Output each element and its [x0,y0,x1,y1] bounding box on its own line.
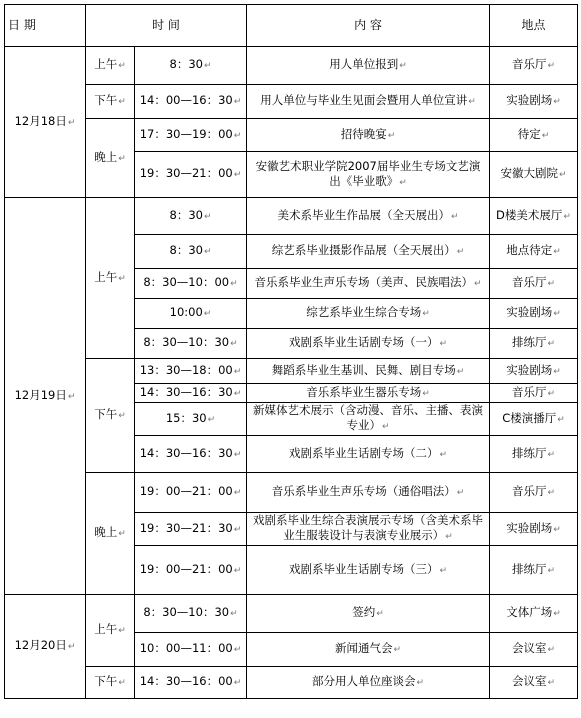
place-cell-text: 音乐厅 [511,275,547,289]
paragraph-mark-icon: ↵ [456,247,465,257]
header-place: 地点 [490,5,578,47]
paragraph-mark-icon: ↵ [118,61,126,71]
paragraph-mark-icon: ↵ [553,524,561,535]
paragraph-mark-icon: ↵ [553,97,561,107]
content-cell-text: 部分用人单位座谈会 [311,674,416,688]
place-cell [490,299,578,329]
paragraph-mark-icon: ↵ [393,645,402,655]
header-content: 内 容 [247,5,490,47]
paragraph-mark-icon: ↵ [563,211,571,222]
date-cell-text: 12月20日 [14,638,67,652]
content-cell [247,329,490,359]
content-cell-text: 舞蹈系毕业生基训、民舞、剧目专场 [271,362,456,377]
paragraph-mark-icon: ↵ [468,97,476,107]
content-cell-text: 戏剧系毕业生话剧专场（一） [288,335,439,349]
period-cell [86,359,135,473]
place-cell-text: 安徽大剧院 [500,166,558,180]
content-cell [247,595,490,633]
content-cell-text: 戏剧系毕业生话剧专场（三） [288,561,439,576]
paragraph-mark-icon: ↵ [439,339,448,349]
period-cell-text: 下午 [94,407,118,421]
time-cell [135,85,247,119]
content-cell [247,299,490,329]
content-cell-text: 招待晚宴 [340,126,387,141]
paragraph-mark-icon: ↵ [399,61,407,71]
place-cell-text: 音乐厅 [511,384,547,399]
time-cell [135,513,247,546]
content-cell [247,119,490,152]
time-cell [135,198,247,235]
place-cell-text: 排练厅 [511,335,547,349]
schedule-row [5,359,578,384]
header-date: 日 期 [5,5,86,47]
place-cell-text: 待定 [517,126,541,141]
place-cell [490,513,578,546]
period-cell [86,595,135,667]
place-cell-text: C楼演播厅 [502,410,557,425]
paragraph-mark-icon: ↵ [233,97,242,107]
period-cell-text: 下午 [94,674,118,688]
schedule-row [5,473,578,513]
time-cell-text: 8：30—10：00 [143,275,230,289]
place-cell-text: 实验剧场 [506,93,553,107]
place-cell [490,667,578,699]
content-cell [247,47,490,85]
place-cell-text: 文体广场 [506,605,553,619]
place-cell [490,152,578,198]
paragraph-mark-icon: ↵ [233,388,242,399]
header-time: 时 间 [86,5,247,47]
content-cell [247,269,490,299]
content-cell [247,436,490,473]
time-cell-text: 19：30—21：30 [139,520,233,535]
paragraph-mark-icon: ↵ [547,339,556,349]
place-cell [490,546,578,595]
time-cell-text: 15：30 [165,410,207,425]
time-cell [135,633,247,667]
paragraph-mark-icon: ↵ [399,177,407,188]
period-cell-text: 上午 [94,269,118,284]
time-cell [135,47,247,85]
place-cell-text: 排练厅 [511,561,547,576]
content-cell [247,152,490,198]
time-cell [135,235,247,269]
content-cell [247,384,490,403]
time-cell-text: 10：00—11：00 [139,641,233,655]
paragraph-mark-icon: ↵ [230,279,238,289]
content-cell-text: 新闻通气会 [334,641,393,655]
time-cell-text: 19：00—21：00 [139,484,233,498]
time-cell [135,595,247,633]
time-cell-text: 8：30 [169,57,203,71]
content-cell [247,633,490,667]
paragraph-mark-icon: ↵ [118,626,126,636]
paragraph-mark-icon: ↵ [541,130,550,141]
header-row [5,5,578,47]
schedule-table [4,4,578,699]
paragraph-mark-icon: ↵ [233,565,242,576]
paragraph-mark-icon: ↵ [547,449,556,460]
content-cell [247,359,490,384]
place-cell [490,119,578,152]
place-cell [490,329,578,359]
paragraph-mark-icon: ↵ [233,488,242,498]
period-cell-text: 晚上 [94,149,118,164]
paragraph-mark-icon: ↵ [553,247,561,257]
paragraph-mark-icon: ↵ [547,678,556,688]
place-cell [490,473,578,513]
content-cell-text: 用人单位报到 [329,57,399,71]
content-cell-text: 音乐系毕业生器乐专场 [306,384,422,399]
time-cell [135,384,247,403]
place-cell [490,403,578,436]
paragraph-mark-icon: ↵ [387,130,396,141]
place-cell [490,235,578,269]
paragraph-mark-icon: ↵ [422,309,430,319]
paragraph-mark-icon: ↵ [547,279,556,289]
period-cell [86,473,135,595]
time-cell-text: 19：30—21：00 [139,166,233,180]
paragraph-mark-icon: ↵ [547,61,556,71]
paragraph-mark-icon: ↵ [118,411,126,421]
time-cell [135,436,247,473]
content-cell [247,513,490,546]
paragraph-mark-icon: ↵ [547,488,556,498]
paragraph-mark-icon: ↵ [547,388,556,399]
paragraph-mark-icon: ↵ [67,642,76,652]
schedule-row [5,47,578,85]
paragraph-mark-icon: ↵ [416,678,425,688]
place-cell-text: 音乐厅 [511,57,547,71]
paragraph-mark-icon: ↵ [558,170,567,180]
content-cell [247,198,490,235]
paragraph-mark-icon: ↵ [118,153,126,164]
place-cell [490,47,578,85]
time-cell [135,329,247,359]
paragraph-mark-icon: ↵ [553,309,561,319]
time-cell-text: 14：30—16：30 [139,384,233,399]
period-cell [86,85,135,119]
place-cell [490,384,578,403]
paragraph-mark-icon: ↵ [381,422,390,432]
place-cell [490,198,578,235]
period-cell-text: 上午 [94,57,118,71]
paragraph-mark-icon: ↵ [439,565,448,576]
paragraph-mark-icon: ↵ [445,532,453,542]
time-cell [135,403,247,436]
paragraph-mark-icon: ↵ [230,609,238,619]
time-cell-text: 14：00—16：30 [139,93,233,107]
period-cell [86,47,135,85]
content-cell [247,546,490,595]
paragraph-mark-icon: ↵ [118,678,126,688]
paragraph-mark-icon: ↵ [67,117,76,128]
paragraph-mark-icon: ↵ [456,366,465,377]
paragraph-mark-icon: ↵ [456,488,465,498]
time-cell [135,473,247,513]
paragraph-mark-icon: ↵ [233,449,242,460]
content-cell [247,667,490,699]
content-cell-text: 安徽艺术职业学院2007届毕业生专场文艺演出《毕业歌》 [255,158,481,188]
paragraph-mark-icon: ↵ [422,388,430,399]
time-cell-text: 8：30 [169,243,203,257]
time-cell [135,119,247,152]
content-cell-text: 戏剧系毕业生话剧专场（二） [288,445,439,460]
place-cell-text: 排练厅 [511,445,547,460]
time-cell-text: 17：30—19：00 [139,126,233,141]
content-cell-text: 新媒体艺术展示（含动漫、音乐、主播、表演专业） [253,403,483,432]
place-cell-text: 音乐厅 [511,484,547,498]
paragraph-mark-icon: ↵ [473,279,482,289]
paragraph-mark-icon: ↵ [233,170,242,180]
paragraph-mark-icon: ↵ [547,565,556,576]
place-cell [490,359,578,384]
time-cell [135,299,247,329]
paragraph-mark-icon: ↵ [118,529,126,539]
place-cell [490,269,578,299]
time-cell [135,546,247,595]
paragraph-mark-icon: ↵ [450,211,459,222]
period-cell [86,198,135,359]
content-cell-text: 音乐系毕业生声乐专场（通俗唱法） [271,484,456,498]
paragraph-mark-icon: ↵ [207,414,216,425]
paragraph-mark-icon: ↵ [547,645,556,655]
schedule-body [5,5,578,699]
date-cell [5,595,86,699]
period-cell-text: 下午 [94,93,118,107]
place-cell-text: 会议室 [511,641,547,655]
time-cell-text: 10:00 [169,305,203,319]
paragraph-mark-icon: ↵ [203,309,212,319]
content-cell [247,473,490,513]
schedule-row [5,595,578,633]
place-cell-text: 会议室 [511,674,547,688]
date-cell [5,47,86,198]
place-cell [490,436,578,473]
paragraph-mark-icon: ↵ [230,339,238,349]
schedule-row [5,85,578,119]
content-cell [247,403,490,436]
content-cell-text: 用人单位与毕业生见面会暨用人单位宣讲 [260,93,468,107]
paragraph-mark-icon: ↵ [557,414,565,425]
time-cell-text: 19：00—21：00 [139,561,233,576]
date-cell [5,198,86,595]
place-cell-text: 实验剧场 [506,520,553,535]
period-cell-text: 上午 [94,622,118,636]
paragraph-mark-icon: ↵ [203,247,212,257]
content-cell [247,235,490,269]
schedule-row [5,119,578,152]
content-cell-text: 签约 [352,605,376,619]
time-cell [135,667,247,699]
paragraph-mark-icon: ↵ [233,366,242,377]
time-cell-text: 8：30—10：30 [143,335,230,349]
paragraph-mark-icon: ↵ [233,645,242,655]
time-cell-text: 8：30—10：30 [143,605,230,619]
period-cell [86,667,135,699]
place-cell-text: 地点待定 [506,243,553,257]
paragraph-mark-icon: ↵ [553,609,561,619]
place-cell [490,595,578,633]
paragraph-mark-icon: ↵ [553,366,561,377]
paragraph-mark-icon: ↵ [233,524,242,535]
content-cell-text: 音乐系毕业生声乐专场（美声、民族唱法） [254,275,473,289]
place-cell-text: D楼美术展厅 [496,207,563,222]
paragraph-mark-icon: ↵ [376,609,384,619]
content-cell-text: 综艺系毕业摄影作品展（全天展出） [271,243,456,257]
place-cell [490,85,578,119]
content-cell-text: 戏剧系毕业生综合表演展示专场（含美术系毕业生服装设计与表演专业展示） [253,513,483,542]
date-cell-text: 12月18日 [14,113,67,128]
schedule-row [5,667,578,699]
paragraph-mark-icon: ↵ [67,391,76,402]
paragraph-mark-icon: ↵ [203,211,212,222]
period-cell-text: 晚上 [94,525,118,539]
paragraph-mark-icon: ↵ [233,678,242,688]
content-cell-text: 综艺系毕业生综合专场 [306,305,422,319]
place-cell-text: 实验剧场 [506,305,553,319]
paragraph-mark-icon: ↵ [118,97,126,107]
content-cell-text: 美术系毕业生作品展（全天展出） [277,207,450,222]
place-cell [490,633,578,667]
time-cell [135,359,247,384]
time-cell-text: 8：30 [169,207,203,222]
time-cell-text: 13：30—18：00 [139,362,233,377]
date-cell-text: 12月19日 [14,387,67,402]
time-cell [135,152,247,198]
paragraph-mark-icon: ↵ [118,273,126,284]
place-cell-text: 实验剧场 [506,362,553,377]
paragraph-mark-icon: ↵ [439,449,448,460]
schedule-row [5,198,578,235]
time-cell [135,269,247,299]
paragraph-mark-icon: ↵ [233,130,242,141]
time-cell-text: 14：30—16：00 [139,674,233,688]
paragraph-mark-icon: ↵ [203,61,212,71]
time-cell-text: 14：30—16：30 [139,445,233,460]
period-cell [86,119,135,198]
content-cell [247,85,490,119]
